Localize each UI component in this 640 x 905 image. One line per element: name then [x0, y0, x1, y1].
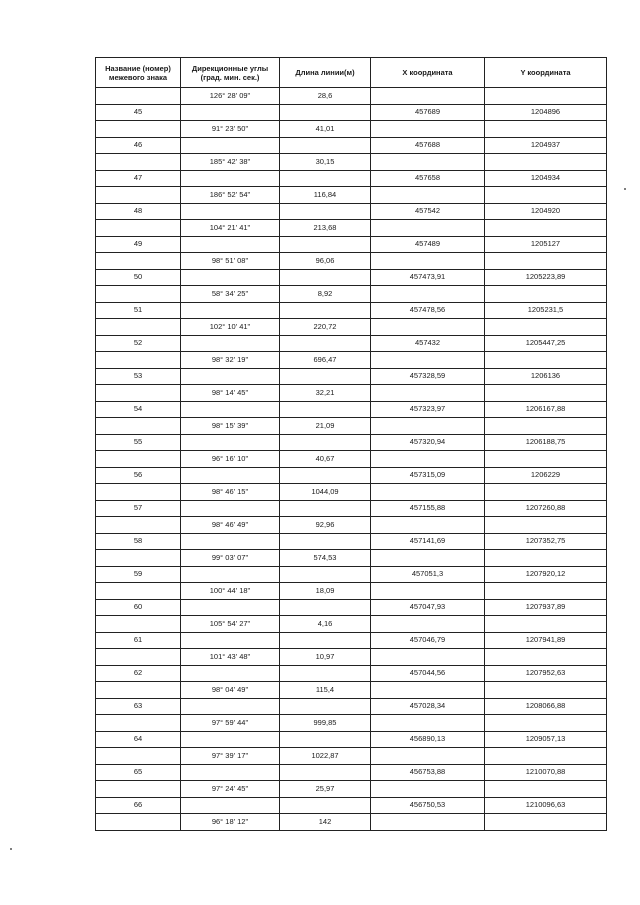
- table-row: [96, 566, 607, 583]
- cell-y-coordinate: [485, 550, 607, 567]
- cell-mark-name: 66: [96, 797, 181, 814]
- cell-x-coordinate: 457320,94: [371, 434, 485, 451]
- cell-y-coordinate: 1204920: [485, 203, 607, 220]
- cell-y-coordinate: [485, 583, 607, 600]
- cell-direction-angle: [181, 698, 280, 715]
- cell-y-coordinate: 1210070,88: [485, 764, 607, 781]
- cell-line-length: 41,01: [280, 121, 371, 138]
- cell-x-coordinate: [371, 682, 485, 699]
- cell-direction-angle: [181, 434, 280, 451]
- table-row: [96, 616, 607, 633]
- cell-line-length: [280, 434, 371, 451]
- cell-direction-angle: [181, 467, 280, 484]
- cell-x-coordinate: 457315,09: [371, 467, 485, 484]
- cell-mark-name: [96, 220, 181, 237]
- cell-direction-angle: [181, 665, 280, 682]
- cell-line-length: [280, 170, 371, 187]
- cell-x-coordinate: [371, 781, 485, 798]
- cell-y-coordinate: 1207352,75: [485, 533, 607, 550]
- cell-mark-name: [96, 583, 181, 600]
- cell-x-coordinate: 457658: [371, 170, 485, 187]
- scan-speck: [10, 848, 12, 850]
- table-row: [96, 451, 607, 468]
- table-row: [96, 88, 607, 105]
- cell-direction-angle: 104° 21' 41": [181, 220, 280, 237]
- table-row: [96, 236, 607, 253]
- cell-x-coordinate: [371, 814, 485, 831]
- table-row: [96, 170, 607, 187]
- table-row: [96, 649, 607, 666]
- cell-mark-name: 55: [96, 434, 181, 451]
- cell-line-length: 40,67: [280, 451, 371, 468]
- cell-x-coordinate: 456753,88: [371, 764, 485, 781]
- table-row: [96, 517, 607, 534]
- table-row: [96, 220, 607, 237]
- cell-direction-angle: [181, 401, 280, 418]
- cell-x-coordinate: 457478,56: [371, 302, 485, 319]
- cell-direction-angle: [181, 797, 280, 814]
- table-row: [96, 715, 607, 732]
- cell-y-coordinate: 1206167,88: [485, 401, 607, 418]
- cell-direction-angle: 91° 23' 50": [181, 121, 280, 138]
- table-row: [96, 533, 607, 550]
- cell-y-coordinate: [485, 418, 607, 435]
- cell-line-length: [280, 500, 371, 517]
- cell-y-coordinate: 1207952,63: [485, 665, 607, 682]
- table-row: [96, 286, 607, 303]
- cell-direction-angle: [181, 533, 280, 550]
- cell-mark-name: [96, 484, 181, 501]
- cell-direction-angle: [181, 104, 280, 121]
- cell-line-length: [280, 533, 371, 550]
- cell-x-coordinate: 457155,88: [371, 500, 485, 517]
- cell-line-length: [280, 632, 371, 649]
- cell-y-coordinate: 1205127: [485, 236, 607, 253]
- cell-mark-name: [96, 253, 181, 270]
- table-row: [96, 434, 607, 451]
- table-row: [96, 121, 607, 138]
- cell-x-coordinate: 457542: [371, 203, 485, 220]
- table-row: [96, 104, 607, 121]
- cell-mark-name: [96, 682, 181, 699]
- cell-line-length: 220,72: [280, 319, 371, 336]
- header-y-coordinate: Y координата: [485, 58, 607, 88]
- cell-mark-name: 53: [96, 368, 181, 385]
- cell-line-length: [280, 137, 371, 154]
- cell-line-length: 92,96: [280, 517, 371, 534]
- cell-mark-name: [96, 715, 181, 732]
- cell-mark-name: 62: [96, 665, 181, 682]
- table-row: [96, 467, 607, 484]
- cell-mark-name: 56: [96, 467, 181, 484]
- cell-mark-name: 50: [96, 269, 181, 286]
- table-row: [96, 698, 607, 715]
- cell-mark-name: 47: [96, 170, 181, 187]
- cell-y-coordinate: 1206188,75: [485, 434, 607, 451]
- cell-x-coordinate: 457044,56: [371, 665, 485, 682]
- table-row: [96, 500, 607, 517]
- cell-mark-name: 65: [96, 764, 181, 781]
- cell-y-coordinate: 1204937: [485, 137, 607, 154]
- cell-mark-name: 60: [96, 599, 181, 616]
- cell-x-coordinate: 457489: [371, 236, 485, 253]
- cell-y-coordinate: [485, 88, 607, 105]
- cell-x-coordinate: [371, 121, 485, 138]
- cell-line-length: [280, 467, 371, 484]
- cell-x-coordinate: 457028,34: [371, 698, 485, 715]
- cell-y-coordinate: 1207941,89: [485, 632, 607, 649]
- cell-y-coordinate: [485, 649, 607, 666]
- table-row: [96, 682, 607, 699]
- cell-line-length: 1022,87: [280, 748, 371, 765]
- cell-direction-angle: 98° 04' 49": [181, 682, 280, 699]
- cell-line-length: [280, 269, 371, 286]
- cell-y-coordinate: [485, 616, 607, 633]
- cell-x-coordinate: [371, 715, 485, 732]
- cell-line-length: 1044,09: [280, 484, 371, 501]
- boundary-coordinates-table: [95, 57, 607, 831]
- cell-direction-angle: [181, 599, 280, 616]
- cell-x-coordinate: 457046,79: [371, 632, 485, 649]
- cell-direction-angle: [181, 566, 280, 583]
- cell-y-coordinate: 1207920,12: [485, 566, 607, 583]
- cell-x-coordinate: [371, 748, 485, 765]
- cell-line-length: 574,53: [280, 550, 371, 567]
- table-row: [96, 187, 607, 204]
- cell-y-coordinate: [485, 220, 607, 237]
- cell-direction-angle: 126° 28' 09": [181, 88, 280, 105]
- cell-line-length: [280, 698, 371, 715]
- table-row: [96, 385, 607, 402]
- cell-direction-angle: 97° 59' 44": [181, 715, 280, 732]
- cell-y-coordinate: [485, 451, 607, 468]
- cell-mark-name: [96, 385, 181, 402]
- cell-mark-name: [96, 154, 181, 171]
- cell-line-length: [280, 236, 371, 253]
- cell-line-length: [280, 401, 371, 418]
- cell-x-coordinate: 457689: [371, 104, 485, 121]
- cell-line-length: [280, 368, 371, 385]
- cell-x-coordinate: [371, 187, 485, 204]
- cell-x-coordinate: [371, 451, 485, 468]
- cell-direction-angle: 99° 03' 07": [181, 550, 280, 567]
- cell-x-coordinate: 457141,69: [371, 533, 485, 550]
- header-line-length: Длина линии(м): [280, 58, 371, 88]
- cell-y-coordinate: [485, 715, 607, 732]
- cell-direction-angle: [181, 137, 280, 154]
- table-row: [96, 665, 607, 682]
- cell-y-coordinate: [485, 517, 607, 534]
- cell-y-coordinate: 1206229: [485, 467, 607, 484]
- cell-direction-angle: [181, 170, 280, 187]
- cell-direction-angle: [181, 236, 280, 253]
- cell-line-length: 21,09: [280, 418, 371, 435]
- cell-x-coordinate: 457051,3: [371, 566, 485, 583]
- cell-y-coordinate: 1207937,89: [485, 599, 607, 616]
- table-row: [96, 484, 607, 501]
- table-row: [96, 203, 607, 220]
- cell-direction-angle: 98° 14' 45": [181, 385, 280, 402]
- cell-direction-angle: 96° 16' 10": [181, 451, 280, 468]
- cell-mark-name: 57: [96, 500, 181, 517]
- cell-direction-angle: 98° 46' 49": [181, 517, 280, 534]
- table-row: [96, 368, 607, 385]
- table-row: [96, 352, 607, 369]
- table-row: [96, 137, 607, 154]
- table-row: [96, 748, 607, 765]
- cell-mark-name: [96, 451, 181, 468]
- cell-mark-name: 46: [96, 137, 181, 154]
- cell-x-coordinate: [371, 550, 485, 567]
- cell-line-length: 4,16: [280, 616, 371, 633]
- cell-line-length: [280, 599, 371, 616]
- cell-direction-angle: 97° 24' 45": [181, 781, 280, 798]
- cell-y-coordinate: [485, 154, 607, 171]
- cell-mark-name: 45: [96, 104, 181, 121]
- cell-mark-name: [96, 187, 181, 204]
- cell-line-length: 18,09: [280, 583, 371, 600]
- cell-x-coordinate: 456750,53: [371, 797, 485, 814]
- cell-mark-name: [96, 781, 181, 798]
- cell-direction-angle: 105° 54' 27": [181, 616, 280, 633]
- cell-direction-angle: [181, 731, 280, 748]
- cell-x-coordinate: [371, 616, 485, 633]
- cell-mark-name: [96, 748, 181, 765]
- table-row: [96, 814, 607, 831]
- cell-y-coordinate: [485, 352, 607, 369]
- cell-y-coordinate: 1209057,13: [485, 731, 607, 748]
- cell-y-coordinate: 1204896: [485, 104, 607, 121]
- table-row: [96, 319, 607, 336]
- cell-x-coordinate: [371, 352, 485, 369]
- cell-mark-name: [96, 517, 181, 534]
- cell-line-length: [280, 104, 371, 121]
- cell-x-coordinate: [371, 484, 485, 501]
- cell-mark-name: [96, 550, 181, 567]
- cell-x-coordinate: [371, 583, 485, 600]
- cell-y-coordinate: [485, 781, 607, 798]
- cell-direction-angle: [181, 500, 280, 517]
- cell-mark-name: [96, 616, 181, 633]
- table-header-row: [96, 58, 607, 88]
- cell-line-length: [280, 797, 371, 814]
- table-row: [96, 764, 607, 781]
- cell-line-length: 8,92: [280, 286, 371, 303]
- cell-y-coordinate: 1205447,25: [485, 335, 607, 352]
- cell-direction-angle: [181, 368, 280, 385]
- table-row: [96, 599, 607, 616]
- cell-direction-angle: 98° 46' 15": [181, 484, 280, 501]
- cell-line-length: 115,4: [280, 682, 371, 699]
- cell-x-coordinate: 457323,97: [371, 401, 485, 418]
- cell-direction-angle: [181, 632, 280, 649]
- cell-line-length: [280, 335, 371, 352]
- table-row: [96, 781, 607, 798]
- cell-y-coordinate: 1210096,63: [485, 797, 607, 814]
- cell-mark-name: 48: [96, 203, 181, 220]
- cell-direction-angle: 96° 18' 12": [181, 814, 280, 831]
- cell-mark-name: 52: [96, 335, 181, 352]
- cell-x-coordinate: 456890,13: [371, 731, 485, 748]
- header-mark-name: Название (номер) межевого знака: [96, 58, 181, 88]
- cell-mark-name: 54: [96, 401, 181, 418]
- cell-x-coordinate: 457328,59: [371, 368, 485, 385]
- table-row: [96, 632, 607, 649]
- cell-line-length: [280, 665, 371, 682]
- cell-y-coordinate: [485, 187, 607, 204]
- cell-mark-name: 64: [96, 731, 181, 748]
- cell-mark-name: [96, 286, 181, 303]
- table-row: [96, 302, 607, 319]
- cell-mark-name: 61: [96, 632, 181, 649]
- cell-mark-name: [96, 121, 181, 138]
- cell-line-length: [280, 203, 371, 220]
- cell-x-coordinate: [371, 154, 485, 171]
- cell-x-coordinate: [371, 649, 485, 666]
- cell-x-coordinate: [371, 286, 485, 303]
- cell-direction-angle: 97° 39' 17": [181, 748, 280, 765]
- cell-mark-name: [96, 649, 181, 666]
- cell-direction-angle: [181, 302, 280, 319]
- cell-line-length: [280, 566, 371, 583]
- cell-y-coordinate: [485, 319, 607, 336]
- scan-speck: [624, 188, 626, 190]
- table-row: [96, 550, 607, 567]
- cell-mark-name: 51: [96, 302, 181, 319]
- cell-y-coordinate: [485, 748, 607, 765]
- cell-x-coordinate: [371, 88, 485, 105]
- cell-line-length: [280, 302, 371, 319]
- cell-direction-angle: 98° 32' 19": [181, 352, 280, 369]
- cell-direction-angle: 98° 51' 08": [181, 253, 280, 270]
- cell-x-coordinate: [371, 385, 485, 402]
- cell-direction-angle: 58° 34' 25": [181, 286, 280, 303]
- table-row: [96, 797, 607, 814]
- cell-mark-name: 58: [96, 533, 181, 550]
- cell-line-length: [280, 731, 371, 748]
- cell-direction-angle: 186° 52' 54": [181, 187, 280, 204]
- cell-x-coordinate: [371, 418, 485, 435]
- table-row: [96, 731, 607, 748]
- cell-mark-name: [96, 418, 181, 435]
- cell-x-coordinate: 457473,91: [371, 269, 485, 286]
- cell-mark-name: [96, 352, 181, 369]
- cell-direction-angle: [181, 269, 280, 286]
- cell-direction-angle: [181, 335, 280, 352]
- cell-y-coordinate: 1204934: [485, 170, 607, 187]
- cell-x-coordinate: 457432: [371, 335, 485, 352]
- cell-x-coordinate: [371, 253, 485, 270]
- cell-line-length: 696,47: [280, 352, 371, 369]
- cell-direction-angle: [181, 764, 280, 781]
- cell-y-coordinate: 1205231,5: [485, 302, 607, 319]
- table-row: [96, 253, 607, 270]
- cell-y-coordinate: 1206136: [485, 368, 607, 385]
- cell-line-length: 142: [280, 814, 371, 831]
- cell-direction-angle: 98° 15' 39": [181, 418, 280, 435]
- cell-y-coordinate: 1205223,89: [485, 269, 607, 286]
- table-row: [96, 269, 607, 286]
- cell-direction-angle: 101° 43' 48": [181, 649, 280, 666]
- cell-direction-angle: 100° 44' 18": [181, 583, 280, 600]
- cell-mark-name: 63: [96, 698, 181, 715]
- cell-y-coordinate: 1207260,88: [485, 500, 607, 517]
- cell-mark-name: 59: [96, 566, 181, 583]
- table-row: [96, 335, 607, 352]
- cell-direction-angle: 185° 42' 38": [181, 154, 280, 171]
- cell-y-coordinate: [485, 484, 607, 501]
- cell-line-length: 30,15: [280, 154, 371, 171]
- cell-line-length: 10,97: [280, 649, 371, 666]
- cell-mark-name: [96, 88, 181, 105]
- cell-mark-name: [96, 319, 181, 336]
- cell-mark-name: [96, 814, 181, 831]
- cell-x-coordinate: 457047,93: [371, 599, 485, 616]
- cell-y-coordinate: [485, 253, 607, 270]
- cell-y-coordinate: [485, 286, 607, 303]
- cell-x-coordinate: [371, 220, 485, 237]
- table-row: [96, 154, 607, 171]
- table-row: [96, 583, 607, 600]
- cell-line-length: 213,68: [280, 220, 371, 237]
- cell-line-length: 116,84: [280, 187, 371, 204]
- cell-y-coordinate: [485, 682, 607, 699]
- cell-y-coordinate: [485, 385, 607, 402]
- table-row: [96, 418, 607, 435]
- cell-x-coordinate: [371, 517, 485, 534]
- cell-line-length: [280, 764, 371, 781]
- cell-y-coordinate: [485, 121, 607, 138]
- cell-x-coordinate: 457688: [371, 137, 485, 154]
- cell-y-coordinate: 1208066,88: [485, 698, 607, 715]
- table-row: [96, 401, 607, 418]
- cell-mark-name: 49: [96, 236, 181, 253]
- cell-line-length: 999,85: [280, 715, 371, 732]
- header-x-coordinate: X координата: [371, 58, 485, 88]
- cell-line-length: 96,06: [280, 253, 371, 270]
- cell-y-coordinate: [485, 814, 607, 831]
- cell-line-length: 25,97: [280, 781, 371, 798]
- cell-x-coordinate: [371, 319, 485, 336]
- cell-line-length: 32,21: [280, 385, 371, 402]
- cell-line-length: 28,6: [280, 88, 371, 105]
- header-direction-angle: Дирекционные углы (град. мин. сек.): [181, 58, 280, 88]
- cell-direction-angle: 102° 10' 41": [181, 319, 280, 336]
- cell-direction-angle: [181, 203, 280, 220]
